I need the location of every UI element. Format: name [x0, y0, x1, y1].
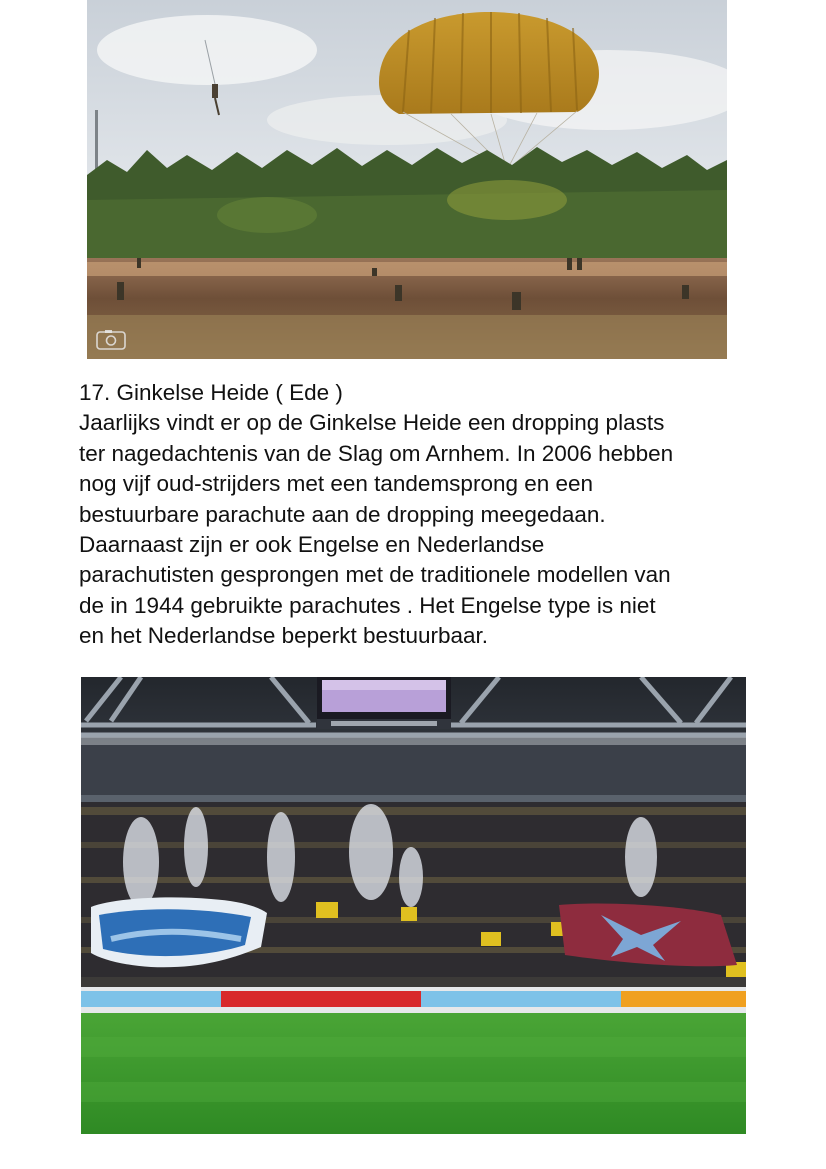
- stadium-photo: [81, 677, 746, 1134]
- article-line: ter nagedachtenis van de Slag om Arnhem. In 2006 hebben: [79, 440, 674, 466]
- scoreboard: [317, 677, 451, 729]
- stadium-photo-illustration: [81, 677, 746, 1134]
- article-line: parachutisten gesprongen met de traditionele modellen van: [79, 562, 671, 588]
- article-line: nog vijf oud-strijders met een tandemsprong en een: [79, 471, 594, 497]
- article-line: en het Nederlandse beperkt bestuurbaar.: [79, 623, 489, 649]
- parachute-photo-illustration: [87, 0, 727, 359]
- tifo-banner-right: [559, 903, 737, 966]
- article-line: de in 1944 gebruikte parachutes . Het Engelse type is niet: [79, 592, 656, 618]
- camera-icon: [96, 329, 126, 350]
- article-line: bestuurbare parachute aan de dropping meegedaan.: [79, 501, 606, 527]
- article-text: [79, 378, 779, 652]
- article-line: Jaarlijks vindt er op de Ginkelse Heide een dropping plasts: [79, 410, 665, 436]
- article-line: Daarnaast zijn er ook Engelse en Nederlandse: [79, 532, 545, 558]
- parachute-photo: [87, 0, 727, 359]
- article-heading: 17. Ginkelse Heide ( Ede ): [79, 380, 343, 405]
